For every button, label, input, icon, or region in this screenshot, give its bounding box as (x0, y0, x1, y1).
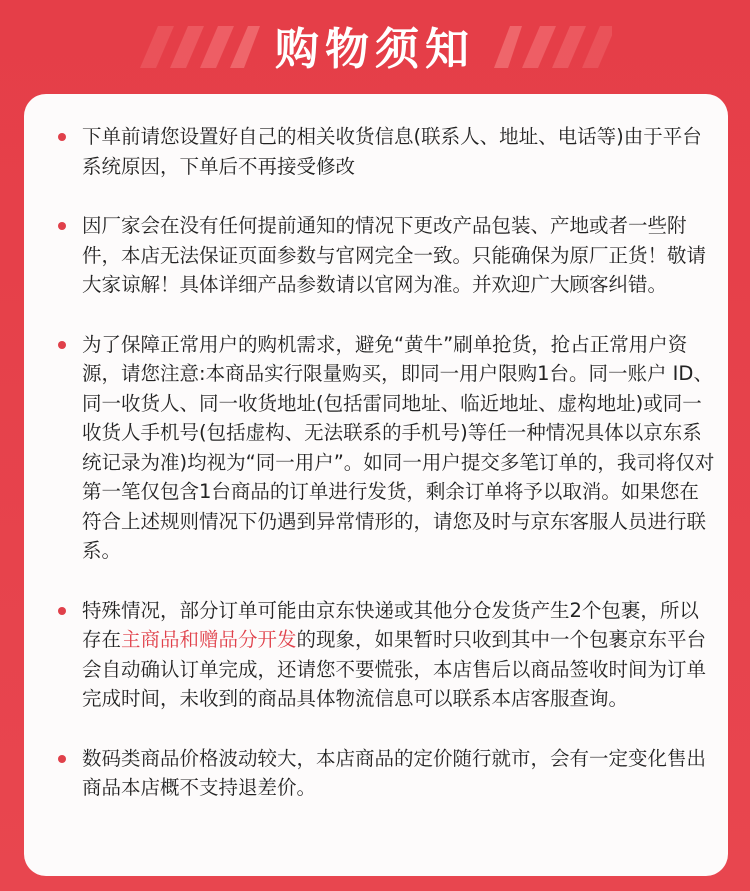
notice-text: 下单前请您设置好自己的相关收货信息(联系人、地址、电话等)由于平台系统原因，下单后不再接受修改 (82, 125, 702, 178)
bullet-dot-icon (58, 341, 66, 349)
bullet-dot-icon (58, 755, 66, 763)
notice-text: 为了保障正常用户的购机需求，避免“黄牛”刷单抢货，抢占正常用户资源，请您注意:本商品实行限量购买，即同一用户限购1台。同一账户 ID、同一收货人、同一收货地址(包括雷同地址、临近地址、虚构地址)或同一收货人手机号(包括虚构、无法联系的手机号)等任一种情况具体以京东系统记录为准)均视为“同一用户”。如同一用户提交多笔订单的，我司将仅对第一笔仅包含1台商品的订单进行发货，剩余订单将予以取消。如果您在符合上述规则情况下仍遇到异常情形的，请您及时与京东客服人员进行联系。 (82, 332, 715, 562)
title-banner (0, 0, 750, 95)
list-item (54, 744, 716, 803)
page-title: 购物须知 (275, 24, 475, 75)
list-item (54, 211, 716, 300)
list-item (54, 330, 716, 566)
notice-text: 因厂家会在没有任何提前通知的情况下更改产品包装、产地或者一些附件，本店无法保证页面参数与官网完全一致。只能确保为原厂正货！敬请大家谅解！具体详细产品参数请以官网为准。并欢迎广大顾客纠错。 (82, 214, 707, 296)
highlighted-text: 主商品和赠品分开发 (121, 628, 297, 651)
notice-text-after: 的现象，如果暂时只收到其中一个包裹京东平台会自动确认订单完成，还请您不要慌张，本店售后以商品签收时间为订单完成时间，未收到的商品具体物流信息可以联系本店客服查询。 (82, 628, 707, 710)
list-item (54, 122, 716, 181)
notice-text: 数码类商品价格波动较大，本店商品的定价随行就市，会有一定变化售出商品本店概不支持退差价。 (82, 746, 707, 799)
bullet-dot-icon (58, 222, 66, 230)
list-item (54, 596, 716, 714)
notice-text-before: 特殊情况，部分订单可能由京东快递或其他分仓发货产生2个包裹，所以存在 (82, 598, 699, 651)
bullet-dot-icon (58, 607, 66, 615)
notice-list (54, 122, 716, 803)
decorative-stripes-right-icon (492, 20, 612, 74)
bullet-dot-icon (58, 133, 66, 141)
notice-card (24, 94, 728, 876)
